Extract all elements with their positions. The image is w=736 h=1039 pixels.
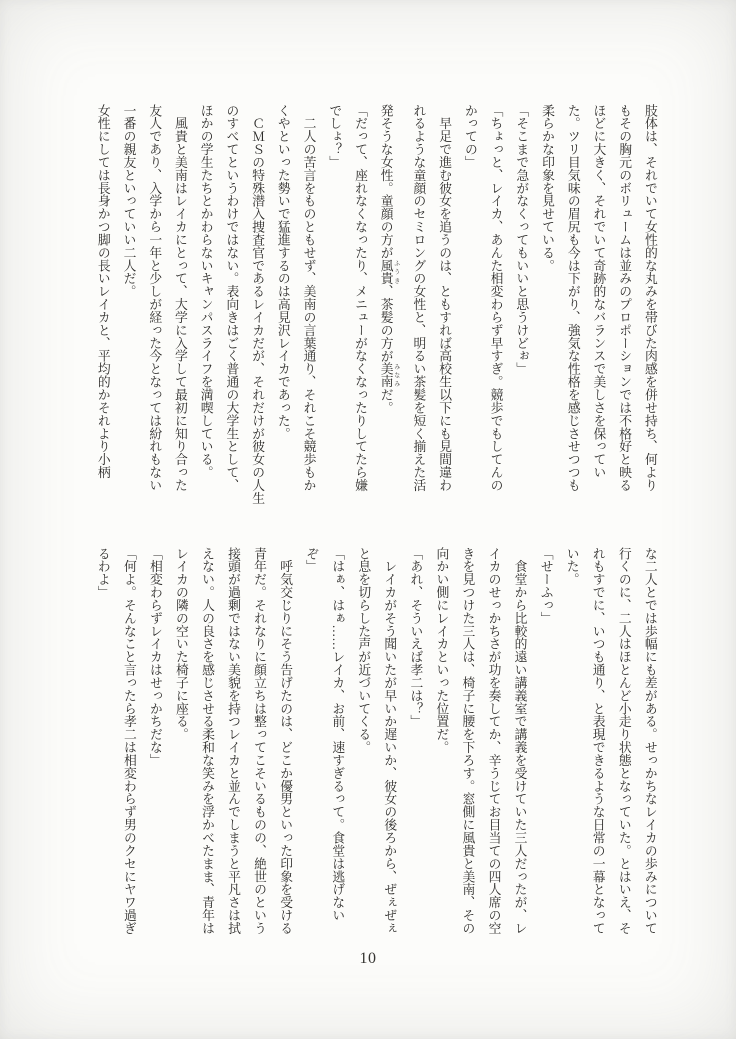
text-column: かっての」 bbox=[462, 104, 477, 169]
text-column: イカのせっかちさが功を奏してか、辛うじてお目当ての四人席の空 bbox=[486, 547, 501, 935]
text-column: 「あれ、そういえば孝二は？」 bbox=[408, 547, 423, 728]
text-column: 友人であり、入学から一年と少しが経った今となっては紛れもない bbox=[147, 104, 162, 492]
text-column: 「だって、座れなくなったり、メニューがなくなったりしてたら嫌 bbox=[352, 104, 367, 492]
text-column: レイカの隣の空いた椅子に座る。 bbox=[173, 547, 188, 741]
text-column: と息を切らした声が近づいてくる。 bbox=[356, 547, 371, 754]
text-column: 「そこまで急がなくってもいいと思うけどぉ」 bbox=[514, 104, 529, 376]
text-column: 一番の親友といっていい二人だ。 bbox=[121, 104, 136, 298]
text-column: るわよ」 bbox=[95, 547, 110, 599]
text-column: 「はぁ、はぁ……レイカ、お前、速すぎるって。食堂は逃げない bbox=[330, 547, 345, 922]
text-column: な二人とでは歩幅にも差がある。せっかちなレイカの歩みについて bbox=[642, 547, 657, 935]
text-column: た。ツリ目気味の眉尻も今は下がり、強気な性格を感じさせつつも bbox=[565, 104, 580, 492]
page-number: 10 bbox=[359, 950, 377, 967]
text-column: ほどに大きく、それでいて奇跡的なバランスで美しさを保ってい bbox=[591, 104, 606, 479]
text-column: 早足で進む彼女を追うのは、ともすれば高校生以下にも見間違わ bbox=[437, 104, 452, 492]
text-column: えない。人の良さを感じさせる柔和な笑みを浮かべたまま、青年は bbox=[199, 547, 214, 935]
text-column: いた。 bbox=[564, 547, 579, 586]
text-column: 「何よ。そんなこと言ったら孝二は相変わらず男のクセにヤワ過ぎ bbox=[121, 547, 136, 935]
text-column: きを見つけた三人は、椅子に腰を下ろす。窓側に風貴と美南、その bbox=[460, 547, 475, 935]
text-column: でしょ？」 bbox=[327, 104, 342, 169]
text-column: 「相変わらずレイカはせっかちだな」 bbox=[147, 547, 162, 767]
text-block-top bbox=[96, 104, 656, 508]
text-column: 肢体は、それでいて女性的な丸みを帯びた肉感を併せ持ち、何より bbox=[642, 104, 657, 492]
text-column: もその胸元のボリュームは並みのプロポーションでは不格好と映る bbox=[617, 104, 632, 492]
text-column: のすべてというわけではない。表向きはごく普通の大学生として、 bbox=[224, 104, 239, 492]
text-column: 女性にしては長身かつ脚の長いレイカと、平均的かそれより小柄 bbox=[95, 104, 110, 479]
text-column: 向かい側にレイカといった位置だ。 bbox=[434, 547, 449, 754]
text-column: 柔らかな印象を見せている。 bbox=[540, 104, 555, 272]
text-column: ほかの学生たちとかわらないキャンパスライフを満喫している。 bbox=[198, 104, 213, 479]
text-block-bottom bbox=[96, 547, 656, 951]
text-column: れるような童顔のセミロングの女性と、明るい茶髪を短く揃えた活 bbox=[411, 104, 426, 492]
text-column: 発そうな女性。童顔の方が風貴 ふうき、茶髪の方が美南 みなみだ。 bbox=[378, 104, 399, 415]
text-column: 風貴と美南はレイカにとって、大学に入学して最初に知り合った bbox=[172, 104, 187, 492]
text-column: 「せーふっ」 bbox=[538, 547, 553, 625]
text-column: ＣＭＳの特殊潜入捜査官であるレイカだが、それだけが彼女の人生 bbox=[250, 104, 265, 505]
text-column: 行くのに、二人はほとんど小走り状態となっていた。とはいえ、そ bbox=[616, 547, 631, 935]
text-column: 食堂から比較的遠い講義室で講義を受けていた三人だったが、レ bbox=[512, 547, 527, 935]
text-column: くやといった勢いで猛進するのは高見沢レイカであった。 bbox=[275, 104, 290, 440]
text-column: 二人の苦言をものともせず、美南の言葉通り、それこそ競歩もか bbox=[301, 104, 316, 492]
text-column: 呼気交じりにそう告げたのは、どこか優男といった印象を受ける bbox=[278, 547, 293, 935]
text-column: れもすでに、いつも通り、と表現できるような日常の一幕となって bbox=[590, 547, 605, 935]
text-column: 「ちょっと、レイカ、あんた相変わらず早すぎ。競歩でもしてんの bbox=[488, 104, 503, 492]
text-column: ぞ」 bbox=[304, 547, 319, 573]
text-column: 接頭が過剰ではない美貌を持つレイカと並んでしまうと平凡さは拭 bbox=[226, 547, 241, 935]
text-column: レイカがそう聞いたが早いか遅いか、彼女の後ろから、ぜぇぜぇ bbox=[382, 547, 397, 935]
text-column: 青年だ。それなりに顔立ちは整ってこそいるものの、絶世のという bbox=[252, 547, 267, 935]
